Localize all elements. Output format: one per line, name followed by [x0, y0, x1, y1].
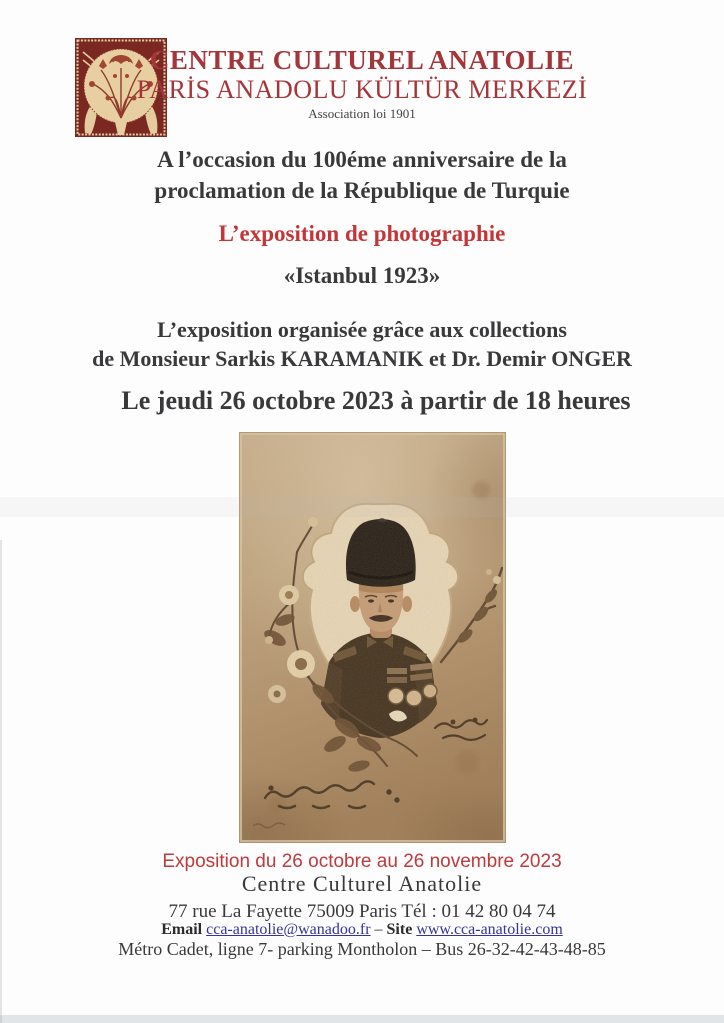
occasion-line-1: A l’occasion du 100éme anniversaire de la — [157, 147, 567, 172]
email-link[interactable]: cca-anatolie@wanadoo.fr — [206, 921, 371, 938]
collections-credit — [0, 315, 724, 373]
collections-line-1: L’exposition organisée grâce aux collections — [157, 317, 567, 342]
exposition-dates: Exposition du 26 octobre au 26 novembre 2023 — [162, 851, 562, 872]
expo-title: L’exposition de photographie — [218, 221, 506, 246]
occasion-heading — [0, 144, 724, 206]
occasion-line-2: proclamation de la République de Turquie — [154, 178, 570, 203]
site-link[interactable]: www.cca-anatolie.com — [416, 921, 563, 938]
links-separator: – — [374, 921, 383, 938]
scan-artifact-bottom — [0, 1015, 724, 1023]
opening-date: Le jeudi 26 octobre 2023 à partir de 18 heures — [121, 386, 631, 415]
contact-line — [0, 921, 724, 939]
collections-line-2: de Monsieur Sarkis KARAMANIK et Dr. Demir ONGER — [92, 346, 632, 371]
association-note: Association loi 1901 — [308, 106, 416, 121]
org-title: CENTRE CULTUREL ANATOLIE — [149, 45, 575, 75]
site-label: Site — [386, 921, 413, 938]
exhibition-photo — [239, 432, 506, 843]
expo-name: «Istanbul 1923» — [283, 263, 441, 288]
venue-address: 77 rue La Fayette 75009 Paris Tél : 01 42 80 04 74 — [168, 901, 556, 922]
venue-name: Centre Culturel Anatolie — [241, 871, 483, 896]
scan-artifact-edge — [0, 540, 2, 1023]
org-subtitle: PARİS ANADOLU KÜLTÜR MERKEZİ — [136, 75, 588, 104]
transit-info: Métro Cadet, ligne 7- parking Montholon – Bus 26-32-42-43-48-85 — [118, 939, 606, 959]
email-label: Email — [161, 921, 203, 938]
scan-artifact-band — [0, 497, 724, 517]
